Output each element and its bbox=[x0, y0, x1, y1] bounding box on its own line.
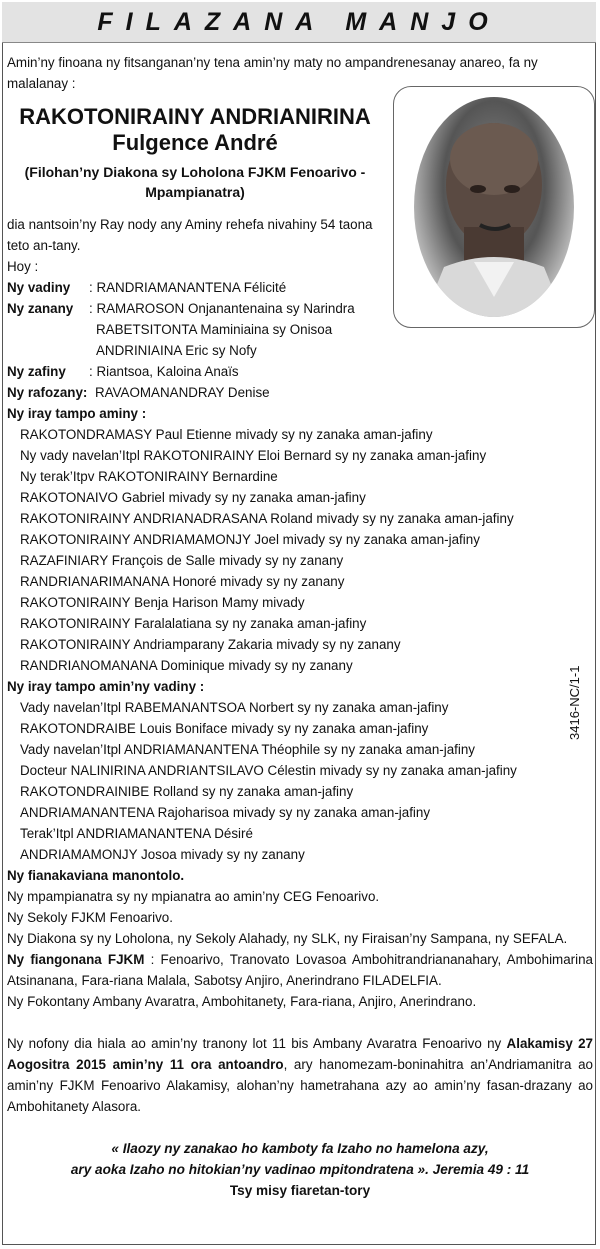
notice-header bbox=[2, 2, 596, 43]
zafiny-value: : Riantsoa, Kaloina Anaïs bbox=[89, 364, 239, 379]
zanany-label: Ny zanany bbox=[7, 301, 74, 316]
fokontany-line: Ny Fokontany Ambany Avaratra, Ambohitanety, Fara-riana, Anjiro, Anerindrano. bbox=[7, 994, 477, 1009]
tampo-aminy-list bbox=[7, 424, 593, 676]
rafozany-row bbox=[7, 382, 593, 403]
list-item: RAKOTONIRAINY Benja Harison Mamy mivady bbox=[20, 595, 305, 610]
zafiny-label: Ny zafiny bbox=[7, 364, 66, 379]
list-item: RAKOTONIRAINY Faralalatiana sy ny zanaka aman-jafiny bbox=[20, 616, 367, 631]
notice-body bbox=[7, 52, 593, 1201]
fiangonana-paragraph bbox=[7, 949, 593, 991]
others-line: Ny Sekoly FJKM Fenoarivo. bbox=[7, 910, 173, 925]
funeral-date: Alakamisy 27 Aogositra 2015 amin’ny 11 ora antoandro bbox=[7, 1036, 593, 1072]
list-item: Vady navelan’Itpl RABEMANANTSOA Norbert sy ny zanaka aman-jafiny bbox=[20, 700, 449, 715]
list-item: RAKOTONAIVO Gabriel mivady sy ny zanaka aman-jafiny bbox=[20, 490, 366, 505]
vadiny-row bbox=[7, 277, 593, 298]
funeral-paragraph bbox=[7, 1033, 593, 1117]
closing-line: Tsy misy fiaretan-tory bbox=[229, 1183, 371, 1198]
rafozany-value: RAVAOMANANDRAY Denise bbox=[95, 385, 270, 400]
zanany-value-3: ANDRINIAINA Eric sy Nofy bbox=[96, 343, 257, 358]
tampo-vadiny-list bbox=[7, 697, 593, 865]
reference-code: 3416-NC/1-1 bbox=[567, 665, 582, 740]
list-item: RANDRIANARIMANANA Honoré mivady sy ny zanany bbox=[20, 574, 345, 589]
rafozany-label: Ny rafozany: bbox=[7, 385, 88, 400]
list-item: ANDRIAMANANTENA Rajoharisoa mivady sy ny zanaka aman-jafiny bbox=[20, 805, 431, 820]
zanany-row bbox=[7, 298, 593, 319]
list-item: Terak’Itpl ANDRIAMANANTENA Désiré bbox=[20, 826, 253, 841]
list-item: RAKOTONDRAINIBE Rolland sy ny zanaka aman-jafiny bbox=[20, 784, 354, 799]
list-item: ANDRIAMAMONJY Josoa mivady sy ny zanany bbox=[20, 847, 305, 862]
list-item: Vady navelan’Itpl ANDRIAMANANTENA Théophile sy ny zanaka aman-jafiny bbox=[20, 742, 475, 757]
quote-line1: « Ilaozy ny zanakao ho kamboty fa Izaho no hamelona azy, bbox=[111, 1141, 489, 1156]
list-item: RAZAFINIARY François de Salle mivady sy ny zanany bbox=[20, 553, 344, 568]
funeral-text-2: , ary hanomezam-boninahitra an’Andriamanitra ao amin’ny FJKM Fenoarivo Alakamisy, alohan’ny hametrahana azy ao amin’ny fasan-drazany ao Ambohitanety Alasora. bbox=[7, 1057, 593, 1114]
vadiny-value: : RANDRIAMANANTENA Félicité bbox=[89, 280, 287, 295]
list-item: Ny terak’Itpv RAKOTONIRAINY Bernardine bbox=[20, 469, 278, 484]
others-line: Ny mpampianatra sy ny mpianatra ao amin’ny CEG Fenoarivo. bbox=[7, 889, 380, 904]
list-item: RAKOTONIRAINY ANDRIAMAMONJY Joel mivady sy ny zanaka aman-jafiny bbox=[20, 532, 480, 547]
zanany-value-1: : RAMAROSON Onjanantenaina sy Narindra bbox=[89, 301, 355, 316]
zafiny-row bbox=[7, 361, 593, 382]
list-item: Ny vady navelan’Itpl RAKOTONIRAINY Eloi Bernard sy ny zanaka aman-jafiny bbox=[20, 448, 487, 463]
list-item: RAKOTONDRAIBE Louis Boniface mivady sy ny zanaka aman-jafiny bbox=[20, 721, 429, 736]
list-item: Docteur NALINIRINA ANDRIANTSILAVO Célestin mivady sy ny zanaka aman-jafiny bbox=[20, 763, 517, 778]
vadiny-label: Ny vadiny bbox=[7, 280, 71, 295]
deceased-role: (Filohan’ny Diakona sy Loholona FJKM Fenoarivo - Mpampianatra) bbox=[24, 164, 366, 200]
deceased-name-line1: RAKOTONIRAINY ANDRIANIRINA bbox=[19, 104, 371, 129]
others-line: Ny Diakona sy ny Loholona, ny Sekoly Alahady, ny SLK, ny Firaisan’ny Sampana, ny SEFALA. bbox=[7, 931, 568, 946]
intro-text: Amin’ny finoana ny fitsanganan’ny tena amin’ny maty no ampandrenesanay anareo, fa ny malalanay : bbox=[7, 55, 538, 91]
tampo-vadiny-label: Ny iray tampo amin’ny vadiny : bbox=[7, 679, 205, 694]
list-item: RAKOTONDRAMASY Paul Etienne mivady sy ny zanaka aman-jafiny bbox=[20, 427, 433, 442]
deceased-name-line2: Fulgence André bbox=[112, 130, 278, 155]
zanany-value-2: RABETSITONTA Maminiaina sy Onisoa bbox=[96, 322, 333, 337]
list-item: RANDRIANOMANANA Dominique mivady sy ny zanany bbox=[20, 658, 353, 673]
list-item: RAKOTONIRAINY Andriamparany Zakaria mivady sy ny zanany bbox=[20, 637, 401, 652]
tampo-aminy-label: Ny iray tampo aminy : bbox=[7, 406, 147, 421]
death-text: dia nantsoin’ny Ray nody any Aminy rehefa nivahiny 54 taona teto an-tany. bbox=[7, 217, 373, 253]
list-item: RAKOTONIRAINY ANDRIANADRASANA Roland mivady sy ny zanaka aman-jafiny bbox=[20, 511, 514, 526]
fiangonana-text: : Fenoarivo, Tranovato Lovasoa Ambohitrandriananahary, Ambohimarina Atsinanana, Fara-riana Malala, Sabotsy Anjiro, Anerindrano FILADELFIA. bbox=[7, 952, 593, 988]
hoy-label: Hoy : bbox=[7, 259, 39, 274]
fianakaviana-label: Ny fianakaviana manontolo. bbox=[7, 868, 185, 883]
notice-title: FILAZANA MANJO bbox=[97, 7, 501, 36]
quote-line2: ary aoka Izaho no hitokian’ny vadinao mpitondratena ». Jeremia 49 : 11 bbox=[70, 1162, 530, 1177]
fiangonana-label: Ny fiangonana FJKM bbox=[7, 952, 145, 967]
funeral-text-1: Ny nofony dia hiala ao amin’ny tranony lot 11 bis Ambany Avaratra Fenoarivo ny bbox=[7, 1036, 507, 1051]
